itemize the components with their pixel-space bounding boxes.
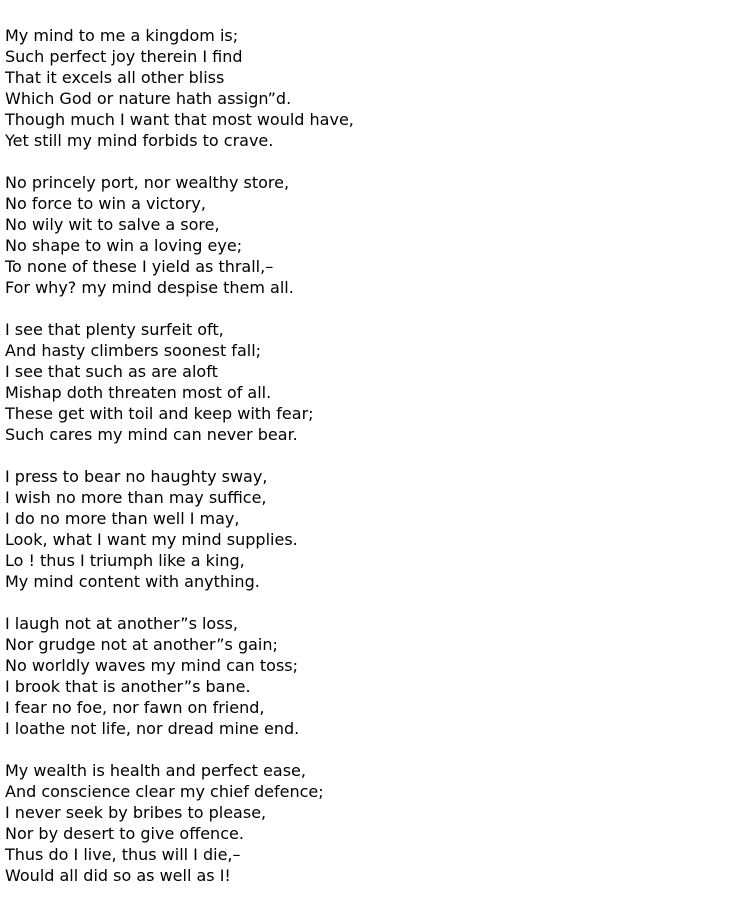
poem-line: I press to bear no haughty sway, xyxy=(5,467,268,486)
poem-line: I do no more than well I may, xyxy=(5,509,240,528)
poem-line: That it excels all other bliss xyxy=(5,68,225,87)
poem-line: I wish no more than may suffice, xyxy=(5,488,267,507)
poem-line: Mishap doth threaten most of all. xyxy=(5,383,272,402)
poem-line: No wily wit to salve a sore, xyxy=(5,215,220,234)
stanza-1 xyxy=(5,25,354,151)
poem-line: No force to win a victory, xyxy=(5,194,206,213)
poem-line: Look, what I want my mind supplies. xyxy=(5,530,298,549)
stanza-5 xyxy=(5,613,354,739)
poem-line: I loathe not life, nor dread mine end. xyxy=(5,719,300,738)
poem-line: I fear no foe, nor fawn on friend, xyxy=(5,698,265,717)
poem-text xyxy=(5,25,354,886)
poem-line: My mind content with anything. xyxy=(5,572,260,591)
poem-line: These get with toil and keep with fear; xyxy=(5,404,314,423)
poem-line: Such cares my mind can never bear. xyxy=(5,425,298,444)
poem-line: And conscience clear my chief defence; xyxy=(5,782,324,801)
poem-line: Such perfect joy therein I find xyxy=(5,47,243,66)
poem-line: Which God or nature hath assign”d. xyxy=(5,89,292,108)
poem-line: No worldly waves my mind can toss; xyxy=(5,656,299,675)
poem-line: I never seek by bribes to please, xyxy=(5,803,267,822)
poem-line: I see that plenty surfeit oft, xyxy=(5,320,224,339)
poem-line: Nor by desert to give offence. xyxy=(5,824,244,843)
poem-line: To none of these I yield as thrall,– xyxy=(5,257,274,276)
stanza-6 xyxy=(5,760,354,886)
poem-line: Nor grudge not at another”s gain; xyxy=(5,635,278,654)
poem-line: My mind to me a kingdom is; xyxy=(5,26,239,45)
stanza-4 xyxy=(5,466,354,592)
poem-line: Thus do I live, thus will I die,– xyxy=(5,845,241,864)
poem-line: No shape to win a loving eye; xyxy=(5,236,243,255)
poem-line: Lo ! thus I triumph like a king, xyxy=(5,551,245,570)
stanza-3 xyxy=(5,319,354,445)
poem-line: Yet still my mind forbids to crave. xyxy=(5,131,274,150)
poem-line: I brook that is another”s bane. xyxy=(5,677,251,696)
poem-line: Would all did so as well as I! xyxy=(5,866,231,885)
poem-line: No princely port, nor wealthy store, xyxy=(5,173,290,192)
stanza-2 xyxy=(5,172,354,298)
poem-line: My wealth is health and perfect ease, xyxy=(5,761,306,780)
poem-line: I laugh not at another”s loss, xyxy=(5,614,238,633)
poem-line: And hasty climbers soonest fall; xyxy=(5,341,262,360)
poem-line: I see that such as are aloft xyxy=(5,362,218,381)
poem-line: For why? my mind despise them all. xyxy=(5,278,294,297)
poem-line: Though much I want that most would have, xyxy=(5,110,354,129)
